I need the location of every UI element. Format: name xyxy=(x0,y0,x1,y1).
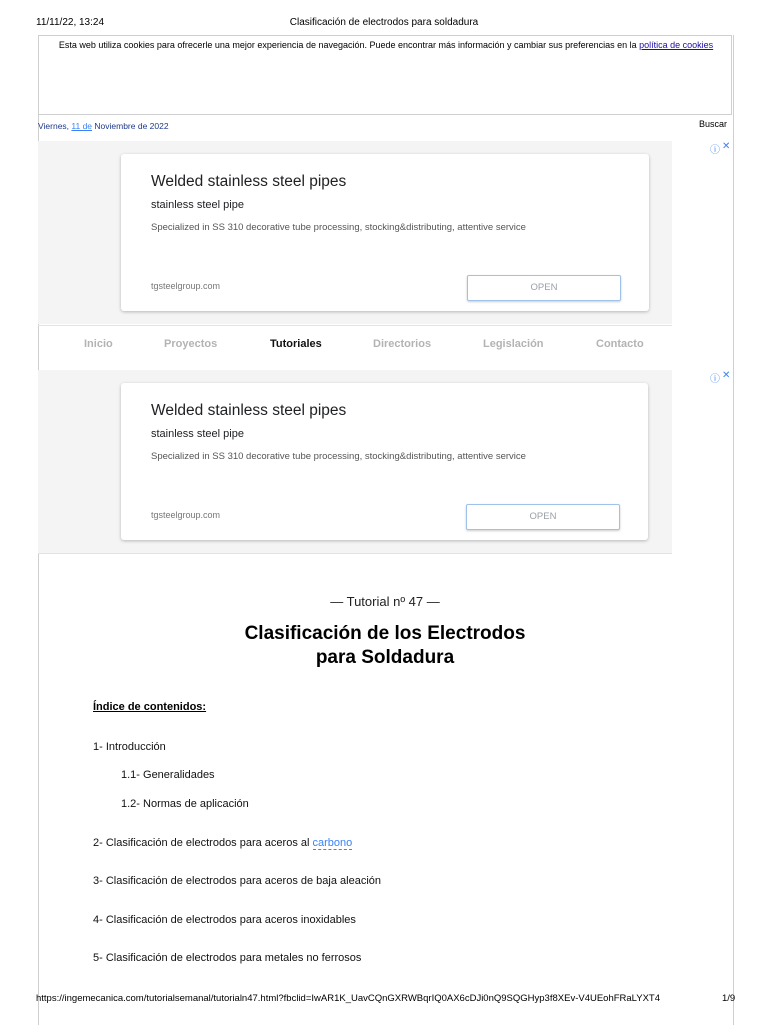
print-header xyxy=(0,17,768,33)
print-title: Clasificación de electrodos para soldadura xyxy=(289,17,479,28)
search-button[interactable]: Buscar xyxy=(699,119,728,129)
nav-item-legislacion[interactable]: Legislación xyxy=(483,338,544,350)
ad-domain: tgsteelgroup.com xyxy=(151,281,221,291)
ad-title[interactable]: Welded stainless steel pipes xyxy=(151,173,347,190)
nav-item-tutoriales[interactable]: Tutoriales xyxy=(270,338,322,350)
ad-description: Specialized in SS 310 decorative tube processing, stocking&distributing, attentive service xyxy=(151,451,526,462)
tutorial-number: — Tutorial nº 47 — xyxy=(330,594,440,609)
main-nav xyxy=(38,326,672,370)
nav-item-contacto[interactable]: Contacto xyxy=(596,338,644,350)
ad-bottom-divider xyxy=(38,553,672,554)
cookie-policy-link[interactable]: política de cookies xyxy=(639,40,714,50)
ad-close-icon[interactable]: ✕ xyxy=(722,141,731,152)
print-footer-url: https://ingemecanica.com/tutorialsemanal/tutorialn47.html?fbclid=IwAR1K_UavCQnGXRWBqrIQ0AX6cDJi0nQ9SQGHyp3f8XEv-V4UEohFRaLYXT4 xyxy=(36,993,661,1004)
dateline xyxy=(38,121,169,131)
ad-card-2[interactable] xyxy=(121,383,648,540)
toc-item-2-text[interactable]: 2- Clasificación de electrodos para aceros al xyxy=(93,837,313,849)
ad-description: Specialized in SS 310 decorative tube processing, stocking&distributing, attentive service xyxy=(151,222,526,233)
nav-item-directorios[interactable]: Directorios xyxy=(373,338,432,350)
nav-item-proyectos[interactable]: Proyectos xyxy=(164,338,218,350)
carbono-link[interactable]: carbono xyxy=(312,837,353,849)
toc-item-5[interactable]: 5- Clasificación de electrodos para metales no ferrosos xyxy=(93,952,362,964)
dateline-month-year: Noviembre de 2022 xyxy=(92,121,169,131)
dateline-day-link[interactable]: 11 de xyxy=(71,121,93,131)
toc-item-1-1[interactable]: 1.1- Generalidades xyxy=(121,769,215,781)
toc-item-1[interactable]: 1- Introducción xyxy=(93,741,166,753)
page-title-line-2: para Soldadura xyxy=(315,647,455,668)
adchoices-icon[interactable]: ⓘ xyxy=(710,145,720,156)
ad-domain: tgsteelgroup.com xyxy=(151,510,221,520)
ad-banner-2 xyxy=(38,370,672,553)
ad-open-button[interactable]: OPEN xyxy=(467,275,621,301)
ad-close-icon[interactable]: ✕ xyxy=(722,370,731,381)
ad-subtitle: stainless steel pipe xyxy=(151,428,244,440)
dateline-weekday: Viernes, xyxy=(38,121,72,131)
toc-heading: Índice de contenidos: xyxy=(93,701,207,713)
cookie-message: Esta web utiliza cookies para ofrecerle una mejor experiencia de navegación. Puede encontrar más información y cambiar sus preferencias en la xyxy=(58,40,640,50)
print-page-number: 1/9 xyxy=(722,993,736,1004)
ad-title[interactable]: Welded stainless steel pipes xyxy=(151,402,347,419)
toc-item-4[interactable]: 4- Clasificación de electrodos para aceros inoxidables xyxy=(93,914,356,926)
adchoices-icon[interactable]: ⓘ xyxy=(710,374,720,385)
cookie-text xyxy=(39,40,733,50)
print-date: 11/11/22, 13:24 xyxy=(36,17,105,28)
nav-item-inicio[interactable]: Inicio xyxy=(84,338,113,350)
ad-open-button[interactable]: OPEN xyxy=(466,504,620,530)
page-title xyxy=(38,622,732,670)
toc-item-1-2[interactable]: 1.2- Normas de aplicación xyxy=(121,798,249,810)
toc-item-2[interactable] xyxy=(93,837,352,849)
ad-card-1[interactable] xyxy=(121,154,649,311)
ad-subtitle: stainless steel pipe xyxy=(151,199,244,211)
cookie-banner xyxy=(38,35,732,115)
toc-item-3[interactable]: 3- Clasificación de electrodos para aceros de baja aleación xyxy=(93,875,382,887)
page-title-line-1: Clasificación de los Electrodos xyxy=(244,623,526,644)
ad-banner-1 xyxy=(38,141,672,324)
